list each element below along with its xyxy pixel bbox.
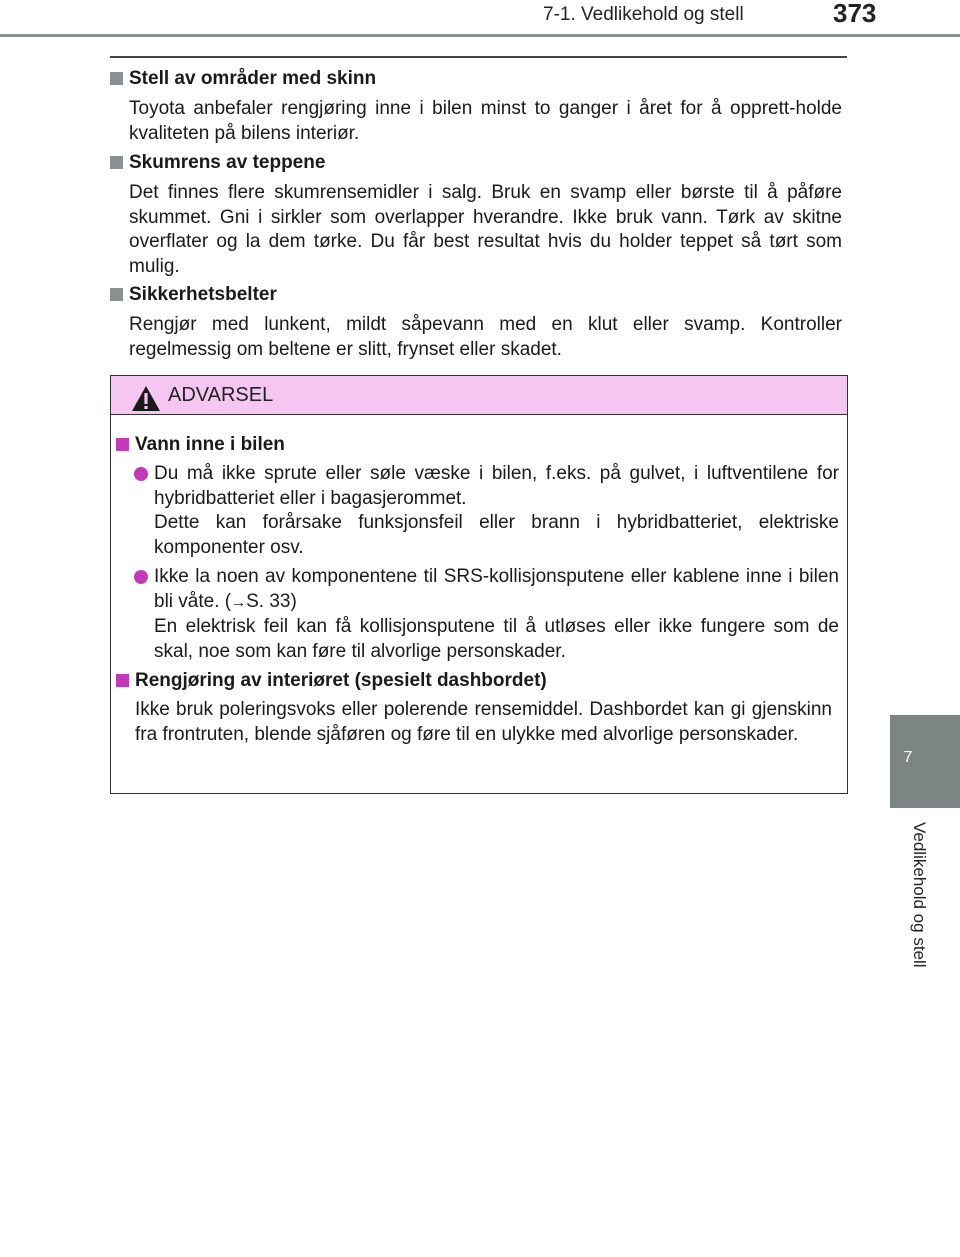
square-bullet-icon [116, 674, 129, 687]
section-heading: Skumrens av teppene [110, 151, 842, 175]
section-seat-belts [110, 283, 842, 362]
warning-subsection-body: Ikke bruk poleringsvoks eller polerende rensemiddel. Dashbordet kan gi gjenskinn fra frontruten, blende sjåføren og føre til en ulykke med alvorlige personskader. [135, 699, 832, 745]
section-body: Toyota anbefaler rengjøring inne i bilen minst to ganger i året for å opprett-holde kvaliteten på bilens interiør. [129, 98, 842, 144]
warning-subsection-heading: Vann inne i bilen [116, 433, 285, 457]
square-bullet-icon [110, 72, 123, 85]
section-carpet-foam-cleaning [110, 151, 842, 279]
chapter-tab [890, 715, 960, 808]
header-section-title: 7-1. Vedlikehold og stell [543, 4, 744, 25]
warning-box [110, 375, 848, 794]
chapter-number: 7 [903, 749, 913, 766]
warning-header [111, 376, 847, 415]
circle-bullet-icon [134, 467, 148, 481]
content-divider [110, 56, 847, 58]
section-leather-care [110, 67, 842, 146]
section-heading: Stell av områder med skinn [110, 67, 842, 91]
section-body: Det finnes flere skumrensemidler i salg. Bruk en svamp eller børste til å påføre skummet. Gni i sirkler som overlapper hverandre. Ikke bruk vann. Tørk av skitne overflater og la dem tørke. Du får best resultat hvis du holder teppet så tørt som mulig. [129, 182, 842, 277]
chapter-label: Vedlikehold og stell [910, 822, 929, 968]
square-bullet-icon [110, 288, 123, 301]
header-divider [0, 34, 960, 37]
square-bullet-icon [110, 156, 123, 169]
warning-title: ADVARSEL [168, 384, 274, 406]
arrow-right-icon: → [231, 593, 247, 611]
section-body: Rengjør med lunkent, mildt såpevann med en klut eller svamp. Kontroller regelmessig om beltene er slitt, frynset eller skadet. [129, 314, 842, 360]
warning-triangle-icon [131, 385, 161, 412]
square-bullet-icon [116, 438, 129, 451]
warning-subsection-heading: Rengjøring av interiøret (spesielt dashbordet) [116, 669, 547, 693]
section-heading: Sikkerhetsbelter [110, 283, 842, 307]
page-number: 373 [833, 0, 877, 28]
circle-bullet-icon [134, 570, 148, 584]
warning-list-item: Du må ikke sprute eller søle væske i bilen, f.eks. på gulvet, i luftventilene for hybridbatteriet eller i bagasjerommet. Dette kan forårsake funksjonsfeil eller brann i hybridbatteriet, elektriske komponenter osv. [134, 462, 839, 560]
warning-list-item: Ikke la noen av komponentene til SRS-kollisjonsputene eller kablene inne i bilen bli våte. (→S. 33) En elektrisk feil kan få kollisjonsputene til å utløses eller ikke fungere som de skal, noe som kan føre til alvorlige personskader. [134, 565, 839, 664]
page-reference-link[interactable]: S. 33) [246, 590, 297, 612]
